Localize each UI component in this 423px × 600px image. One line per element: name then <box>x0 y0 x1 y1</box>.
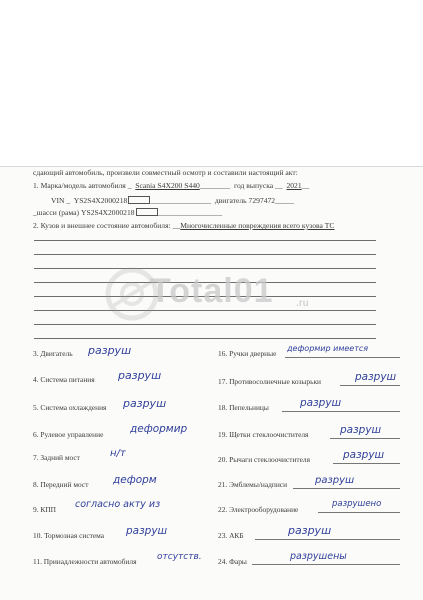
condition-row: 2. Кузов и внешнее состояние автомобиля: __Многочисленные повреждения всего кузова ТС <box>33 221 335 230</box>
blank-line <box>34 240 376 241</box>
item-fuel-system-label: 4. Система питания <box>33 375 95 384</box>
answer-underline <box>318 512 400 513</box>
item-rear-axle-answer: н/т <box>110 448 126 459</box>
blank-line <box>34 338 376 339</box>
chassis-row: _шасси (рама) YS2S4X2000218 _________________ <box>33 208 223 217</box>
make-row: 1. Марка/модель автомобиля _ Scania S4X200 S440________ год выпуска __ 2021__ <box>33 181 310 190</box>
item-cooling-label: 5. Система охлаждения <box>33 403 107 412</box>
vin-label: VIN <box>51 196 65 205</box>
make-value: Scania S4X200 S440 <box>135 181 200 190</box>
item-wiper-arms-answer: разруш <box>343 449 385 461</box>
answer-underline <box>285 357 400 358</box>
watermark-tld: .ru <box>296 298 309 309</box>
year-label: год выпуска <box>234 181 274 190</box>
item-steering-label: 6. Рулевое управление <box>33 430 104 439</box>
item-battery-answer: разруш <box>288 524 332 537</box>
item-emblems-answer: разруш <box>315 475 355 486</box>
answer-underline <box>340 385 400 386</box>
watermark-text: Total01 <box>150 272 274 310</box>
item-door-handles-label: 16. Ручки дверные <box>218 349 277 358</box>
item-ashtrays-answer: разруш <box>300 397 342 409</box>
item-sun-visors-answer: разруш <box>355 371 397 383</box>
item-gearbox-answer: согласно акту из <box>75 499 161 510</box>
item-front-axle-label: 8. Передний мост <box>33 480 89 489</box>
item-cooling-answer: разруш <box>123 397 167 410</box>
engine-label: двигатель <box>214 196 247 205</box>
answer-underline <box>293 488 400 489</box>
blank-line <box>34 254 376 255</box>
answer-underline <box>333 463 400 464</box>
redacted-header-area <box>0 0 423 167</box>
item-headlights-label: 24. Фары <box>218 557 247 566</box>
answer-underline <box>330 438 400 439</box>
vin-value: YS2S4X2000218 <box>73 196 128 205</box>
year-value: 2021 <box>286 181 302 190</box>
item-accessories-label: 11. Принадлежности автомобиля <box>33 557 137 566</box>
item-wiper-blades-answer: разруш <box>340 424 382 436</box>
item-door-handles-answer: деформир имеется <box>287 344 369 353</box>
answer-underline <box>282 411 400 412</box>
item-steering-answer: деформир <box>130 423 188 435</box>
item-emblems-label: 21. Эмблемы/надписи <box>218 480 288 489</box>
answer-underline <box>252 564 400 565</box>
item-electrical-answer: разрушено <box>332 499 382 509</box>
item-electrical-label: 22. Электрооборудование <box>218 505 299 514</box>
item-front-axle-answer: деформ <box>113 474 157 486</box>
condition-label: 2. Кузов и внешнее состояние автомобиля: <box>33 221 171 230</box>
condition-value: Многочисленные повреждения всего кузова ТС <box>180 221 335 230</box>
item-wiper-arms-label: 20. Рычаги стеклоочистителя <box>218 455 310 464</box>
vin-row: VIN _ YS2S4X2000218 ________________ двигатель 7297472_____ <box>51 196 295 205</box>
item-brakes-answer: разруш <box>126 525 168 537</box>
chassis-label: шасси (рама) <box>36 208 80 217</box>
answer-underline <box>255 539 400 540</box>
make-label: 1. Марка/модель автомобиля <box>33 181 126 190</box>
item-headlights-answer: разрушены <box>290 551 347 562</box>
item-ashtrays-label: 18. Пепельницы <box>218 403 269 412</box>
item-accessories-answer: отсутств. <box>157 552 202 562</box>
item-rear-axle-label: 7. Задний мост <box>33 453 80 462</box>
item-fuel-system-answer: разруш <box>118 369 162 382</box>
item-gearbox-label: 9. КПП <box>33 505 56 514</box>
item-brakes-label: 10. Тормозная система <box>33 531 105 540</box>
intro-line: сдающий автомобиль, произвели совместный осмотр и составили настоящий акт: <box>33 168 298 177</box>
item-engine-answer: разруш <box>88 344 132 357</box>
item-sun-visors-label: 17. Противосолнечные козырьки <box>218 377 322 386</box>
item-engine-label: 3. Двигатель <box>33 349 73 358</box>
item-battery-label: 23. АКБ <box>218 531 244 540</box>
vin-redaction-box <box>128 196 150 204</box>
chassis-value: YS2S4X2000218 <box>80 208 135 217</box>
item-wiper-blades-label: 19. Щетки стеклоочистителя <box>218 430 309 439</box>
engine-value: 7297472 <box>248 196 276 205</box>
chassis-redaction-box <box>136 208 158 216</box>
